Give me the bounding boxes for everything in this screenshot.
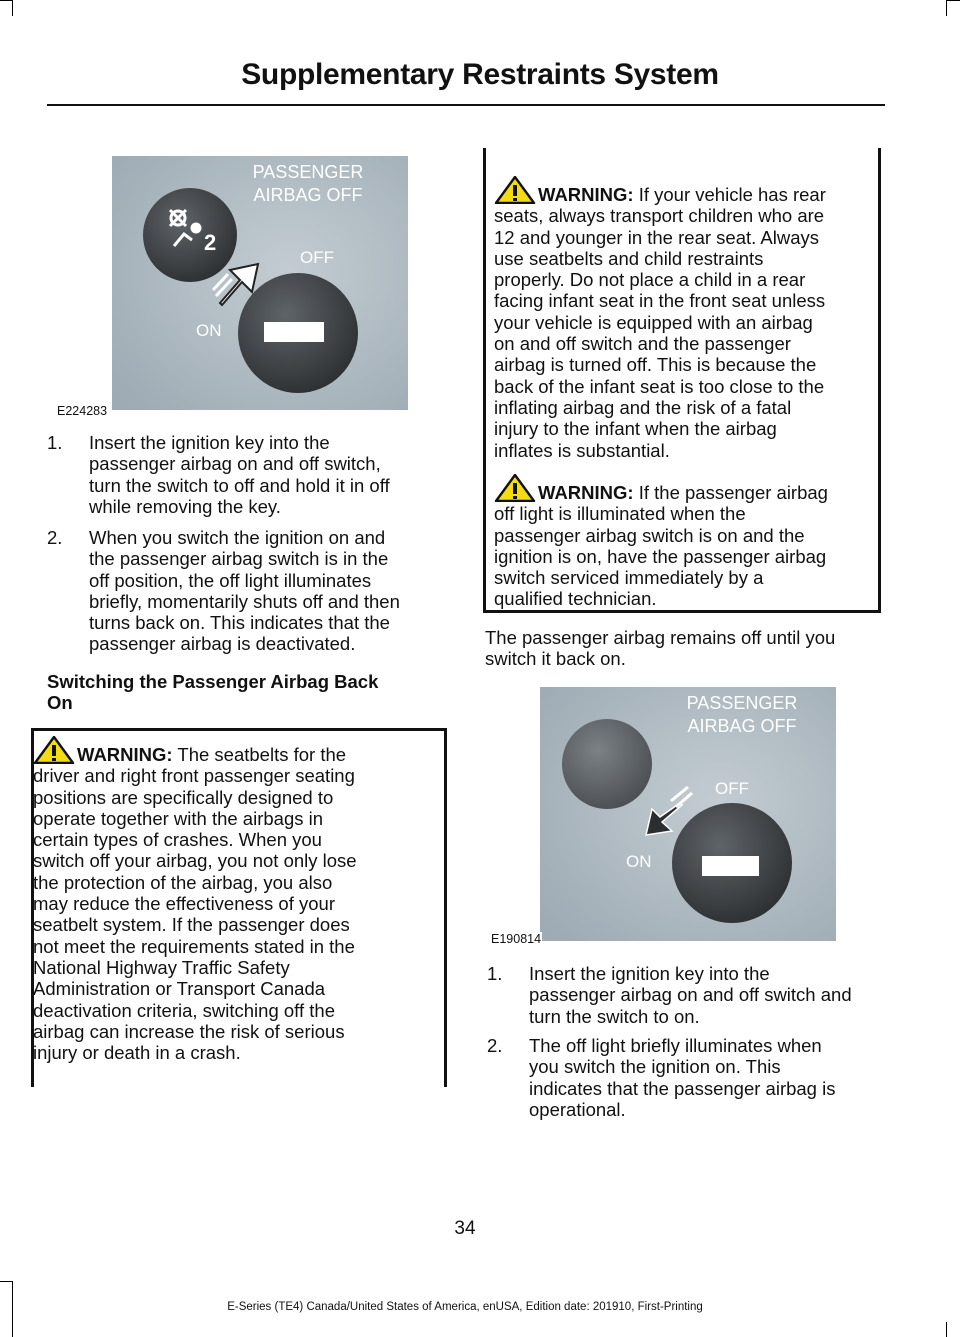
text-line: properly. Do not place a child in a rear [494,269,806,291]
text-line: inflating airbag and the risk of a fatal [494,396,792,418]
text-line: passenger airbag switch is on and the [494,524,805,546]
text-line: turns back on. This indicates that the [89,612,390,634]
fig2-label-off: OFF [715,779,749,798]
warning-icon [494,474,536,502]
text-line: off light is illuminated when the [494,503,746,525]
text-line: driver and right front passenger seating [33,765,355,787]
page-title: Supplementary Restraints System [241,58,719,91]
text-line: Insert the ignition key into the [89,432,330,453]
text-line: switch it back on. [485,648,626,670]
text-line: use seatbelts and child restraints [494,247,764,269]
text-line: passenger airbag on and off switch and [529,984,852,1006]
text-line: 12 and younger in the rear seat. Always [494,226,819,248]
page-footer: E-Series (TE4) Canada/United States of America, enUSA, Edition date: 201910, First-Printing [227,1301,703,1313]
text-line: switch serviced immediately by a [494,567,764,589]
text-line: ignition is on, have the passenger airbag [494,545,827,567]
text-line: not meet the requirements stated in the [33,935,355,957]
text-line: switch off your airbag, you not only lose [33,850,357,872]
text-line: qualified technician. [494,588,657,610]
step-number: 2. [487,1035,503,1056]
text-line: the protection of the airbag, you also [33,871,333,893]
text-line: seatbelt system. If the passenger does [33,914,350,936]
airbag-switch-off-illustration [112,156,408,410]
figure-airbag-switch-on [491,687,836,946]
text-line: When you switch the ignition on and [89,527,386,548]
crop-mark [946,1322,947,1337]
text-line: The off light briefly illuminates when [529,1035,822,1056]
heading-line: On [47,692,73,714]
paragraph [485,627,905,670]
text-line: briefly, momentarily shuts off and then [89,590,400,612]
fig2-header-line2: AIRBAG OFF [687,716,797,736]
fig2-header-line1: PASSENGER [686,693,798,713]
text-line: If the passenger airbag [638,482,828,503]
text-line: deactivation criteria, switching off the [33,999,335,1021]
text-line: on and off switch and the passenger [494,333,791,355]
text-line: operational. [529,1098,626,1120]
figure-id: E190814 [491,932,542,946]
indicator-lamp [143,188,237,282]
key-slot [264,322,324,342]
page-number: 34 [454,1218,476,1239]
text-line: your vehicle is equipped with an airbag [494,311,813,333]
text-line: operate together with the airbags in [33,807,324,829]
text-line: Insert the ignition key into the [529,963,770,984]
fig2-label-on: ON [626,852,652,871]
section-heading [47,671,447,714]
step-number: 2. [47,527,63,548]
warning-icon [33,736,75,764]
warning-text [494,474,878,610]
text-line: seats, always transport children who are [494,205,825,227]
text-line: certain types of crashes. When you [33,829,322,851]
text-line: while removing the key. [89,495,281,517]
text-line: you switch the ignition on. This [529,1056,781,1078]
text-line: inflates is substantial. [494,439,670,461]
text-line: may reduce the effectiveness of your [33,893,335,915]
warning-icon [494,176,536,204]
fig1-header-line1: PASSENGER [252,162,364,182]
heading-line: Switching the Passenger Airbag Back [47,671,379,692]
text-line: If your vehicle has rear [638,184,826,205]
text-line: facing infant seat in the front seat unless [494,290,826,312]
crop-mark [946,0,947,16]
crop-mark [946,0,960,1]
text-line: airbag is turned off. This is because the [494,354,817,376]
crop-mark [0,1281,12,1282]
header-rule [47,104,885,106]
warning-text [494,176,878,461]
seat-number-icon: 2 [204,230,217,255]
text-line: the passenger airbag switch is in the [89,548,389,570]
warning-text [33,736,443,1063]
text-line: injury or death in a crash. [33,1042,241,1064]
key-slot [702,856,759,876]
step-number: 1. [47,432,63,453]
text-line: turn the switch to on. [529,1005,700,1027]
warning-label: WARNING: [538,184,634,205]
text-line: The passenger airbag remains off until you [485,627,836,648]
text-line: Administration or Transport Canada [33,978,326,1000]
text-line: The seatbelts for the [177,744,347,765]
figure-id: E224283 [57,404,108,418]
crop-mark [12,0,13,16]
warning-label: WARNING: [538,482,634,503]
text-line: airbag can increase the risk of serious [33,1020,345,1042]
text-line: turn the switch to off and hold it in off [89,474,390,496]
text-line: off position, the off light illuminates [89,569,372,591]
airbag-switch-on-illustration [540,687,836,941]
text-line: passenger airbag is deactivated. [89,633,356,655]
text-line: injury to the infant when the airbag [494,418,777,440]
fig1-label-on: ON [196,321,222,340]
indicator-lamp [562,719,652,809]
text-line: passenger airbag on and off switch, [89,453,381,475]
text-line: National Highway Traffic Safety [33,956,290,978]
fig1-label-off: OFF [300,248,334,267]
text-line: indicates that the passenger airbag is [529,1077,836,1099]
crop-mark [0,0,12,1]
warning-label: WARNING: [77,744,173,765]
step-number: 1. [487,963,503,984]
text-line: positions are specifically designed to [33,786,334,808]
figure-airbag-switch-off [57,156,408,418]
text-line: back of the infant seat is too close to the [494,375,825,397]
fig1-header-line2: AIRBAG OFF [253,185,363,205]
